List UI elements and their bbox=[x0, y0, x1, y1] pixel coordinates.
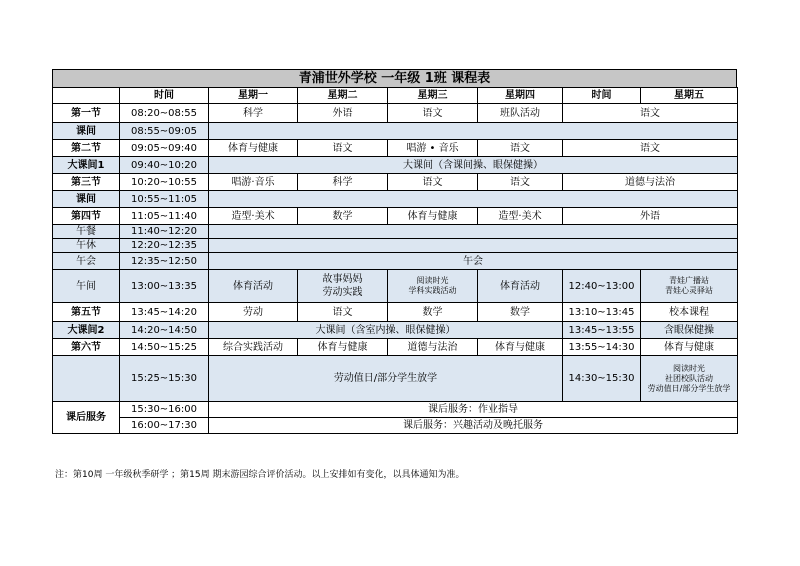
time-cell: 13:00~13:35 bbox=[120, 270, 209, 303]
period-label bbox=[53, 356, 120, 402]
class-cell: 语文 bbox=[388, 104, 478, 123]
break-cell bbox=[209, 239, 738, 253]
class-cell: 造型·美术 bbox=[478, 208, 563, 225]
table-row bbox=[53, 140, 738, 157]
time-cell: 15:30~16:00 bbox=[120, 402, 209, 418]
period-label: 大课间1 bbox=[53, 157, 120, 174]
table-row bbox=[53, 104, 738, 123]
header-wednesday: 星期三 bbox=[388, 88, 478, 104]
class-cell: 数学 bbox=[298, 208, 388, 225]
header-thursday: 星期四 bbox=[478, 88, 563, 104]
break-cell bbox=[209, 191, 738, 208]
table-row bbox=[53, 356, 738, 402]
time-cell: 16:00~17:30 bbox=[120, 418, 209, 434]
time-cell: 12:35~12:50 bbox=[120, 253, 209, 270]
header-period bbox=[53, 88, 120, 104]
cell-line: 劳动值日/部分学生放学 bbox=[647, 383, 731, 393]
table-row bbox=[53, 303, 738, 322]
friday-cell: 校本课程 bbox=[641, 303, 738, 322]
time-cell: 10:55~11:05 bbox=[120, 191, 209, 208]
table-row bbox=[53, 174, 738, 191]
class-cell: 语文 bbox=[298, 303, 388, 322]
header-row bbox=[53, 88, 738, 104]
period-label: 第五节 bbox=[53, 303, 120, 322]
class-cell: 劳动 bbox=[209, 303, 298, 322]
span-cell: 大课间（含课间操、眼保健操） bbox=[209, 157, 738, 174]
table-row bbox=[53, 191, 738, 208]
class-cell: 数学 bbox=[388, 303, 478, 322]
period-label: 课后服务 bbox=[53, 402, 120, 434]
time-cell: 15:25~15:30 bbox=[120, 356, 209, 402]
period-label: 课间 bbox=[53, 191, 120, 208]
class-cell: 数学 bbox=[478, 303, 563, 322]
time-cell: 12:40~13:00 bbox=[563, 270, 641, 303]
header-time: 时间 bbox=[120, 88, 209, 104]
class-cell: 唱游·音乐 bbox=[209, 174, 298, 191]
class-cell: 外语 bbox=[298, 104, 388, 123]
class-cell: 语文 bbox=[298, 140, 388, 157]
friday-cell: 道德与法治 bbox=[563, 174, 738, 191]
time-cell: 10:20~10:55 bbox=[120, 174, 209, 191]
cell-line: 故事妈妈 bbox=[322, 274, 363, 285]
class-cell: 语文 bbox=[388, 174, 478, 191]
friday-cell: 语文 bbox=[563, 140, 738, 157]
period-label: 第二节 bbox=[53, 140, 120, 157]
table-row bbox=[53, 322, 738, 339]
time-cell: 12:20~12:35 bbox=[120, 239, 209, 253]
table-row bbox=[53, 239, 738, 253]
class-cell: 班队活动 bbox=[478, 104, 563, 123]
cell-line: 青娃广播站 bbox=[669, 276, 709, 285]
cell-line: 阅读时光 bbox=[416, 276, 449, 285]
class-cell: 体育与健康 bbox=[209, 140, 298, 157]
header-friday: 星期五 bbox=[641, 88, 738, 104]
table-row bbox=[53, 339, 738, 356]
class-cell: 体育活动 bbox=[209, 270, 298, 303]
table-row bbox=[53, 253, 738, 270]
class-cell: 科学 bbox=[298, 174, 388, 191]
class-cell-two-line bbox=[388, 270, 478, 303]
header-tuesday: 星期二 bbox=[298, 88, 388, 104]
time-cell: 11:05~11:40 bbox=[120, 208, 209, 225]
table-row bbox=[53, 157, 738, 174]
class-cell: 体育活动 bbox=[478, 270, 563, 303]
period-label: 午餐 bbox=[53, 225, 120, 239]
friday-cell: 含眼保健操 bbox=[641, 322, 738, 339]
time-cell: 09:40~10:20 bbox=[120, 157, 209, 174]
header-monday: 星期一 bbox=[209, 88, 298, 104]
time-cell: 13:55~14:30 bbox=[563, 339, 641, 356]
header-time-friday: 时间 bbox=[563, 88, 641, 104]
table-row bbox=[53, 270, 738, 303]
break-cell bbox=[209, 225, 738, 239]
table-row bbox=[53, 418, 738, 434]
time-cell: 08:20~08:55 bbox=[120, 104, 209, 123]
table-row bbox=[53, 123, 738, 140]
period-label: 第三节 bbox=[53, 174, 120, 191]
table-row bbox=[53, 208, 738, 225]
table-row bbox=[53, 225, 738, 239]
table-row bbox=[53, 402, 738, 418]
friday-cell: 外语 bbox=[563, 208, 738, 225]
class-cell: 体育与健康 bbox=[478, 339, 563, 356]
period-label: 午间 bbox=[53, 270, 120, 303]
friday-cell: 体育与健康 bbox=[641, 339, 738, 356]
period-label: 大课间2 bbox=[53, 322, 120, 339]
class-cell: 语文 bbox=[478, 174, 563, 191]
time-cell: 14:30~15:30 bbox=[563, 356, 641, 402]
time-cell: 08:55~09:05 bbox=[120, 123, 209, 140]
break-cell bbox=[209, 123, 738, 140]
cell-line: 青娃心灵驿站 bbox=[665, 286, 713, 295]
cell-line: 阅读时光 bbox=[673, 363, 705, 373]
class-cell-two-line bbox=[298, 270, 388, 303]
cell-line: 劳动实践 bbox=[322, 287, 363, 298]
span-cell: 劳动值日/部分学生放学 bbox=[209, 356, 563, 402]
period-label: 第一节 bbox=[53, 104, 120, 123]
period-label: 课间 bbox=[53, 123, 120, 140]
class-cell: 综合实践活动 bbox=[209, 339, 298, 356]
friday-cell-two-line bbox=[641, 270, 738, 303]
time-cell: 13:45~14:20 bbox=[120, 303, 209, 322]
class-cell: 语文 bbox=[478, 140, 563, 157]
time-cell: 09:05~09:40 bbox=[120, 140, 209, 157]
timetable-grid bbox=[52, 87, 738, 434]
class-cell: 道德与法治 bbox=[388, 339, 478, 356]
span-cell: 大课间（含室内操、眼保健操） bbox=[209, 322, 563, 339]
class-cell: 体育与健康 bbox=[298, 339, 388, 356]
cell-line: 学科实践活动 bbox=[408, 286, 457, 295]
cell-line: 社团校队活动 bbox=[665, 373, 713, 383]
class-cell: 造型·美术 bbox=[209, 208, 298, 225]
time-cell: 14:50~15:25 bbox=[120, 339, 209, 356]
timetable-title: 青浦世外学校 一年级 1班 课程表 bbox=[52, 69, 737, 88]
class-cell: 科学 bbox=[209, 104, 298, 123]
period-label: 午会 bbox=[53, 253, 120, 270]
period-label: 第六节 bbox=[53, 339, 120, 356]
time-cell: 13:10~13:45 bbox=[563, 303, 641, 322]
time-cell: 14:20~14:50 bbox=[120, 322, 209, 339]
class-cell: 体育与健康 bbox=[388, 208, 478, 225]
class-cell: 唱游 • 音乐 bbox=[388, 140, 478, 157]
footnote: 注：第10周 一年级秋季研学 ；第15周 期末游园综合评价活动。以上安排如有变化，以具体通知为准。 bbox=[55, 470, 465, 480]
span-cell: 午会 bbox=[209, 253, 738, 270]
span-cell: 课后服务：兴趣活动及晚托服务 bbox=[209, 418, 738, 434]
span-cell: 课后服务：作业指导 bbox=[209, 402, 738, 418]
period-label: 午休 bbox=[53, 239, 120, 253]
period-label: 第四节 bbox=[53, 208, 120, 225]
time-cell: 13:45~13:55 bbox=[563, 322, 641, 339]
friday-cell-three-line bbox=[641, 356, 738, 402]
time-cell: 11:40~12:20 bbox=[120, 225, 209, 239]
friday-cell: 语文 bbox=[563, 104, 738, 123]
